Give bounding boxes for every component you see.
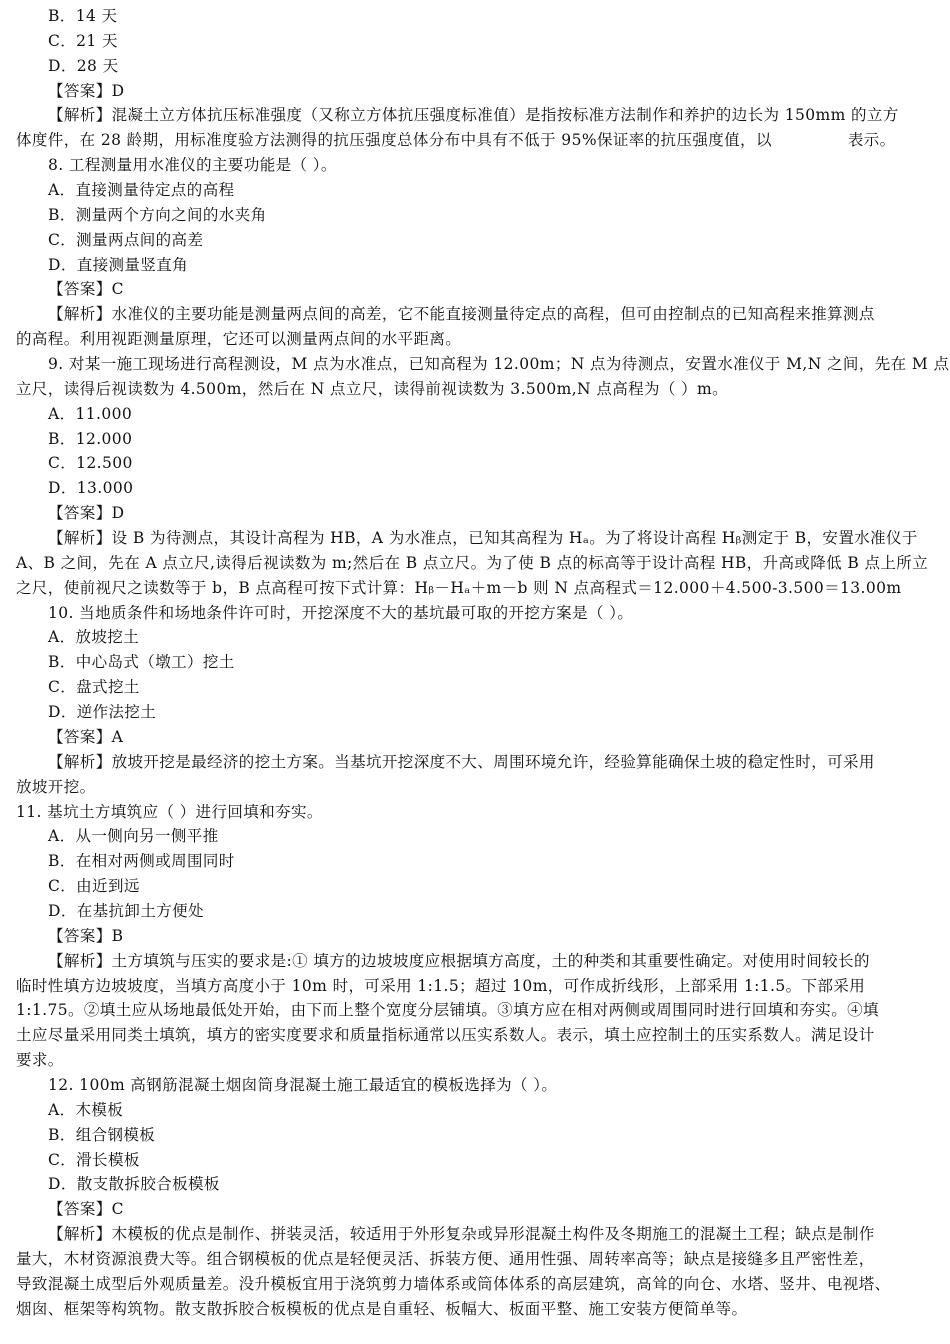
explanation-line xyxy=(0,750,950,775)
option-line xyxy=(0,1123,950,1148)
option-line xyxy=(0,476,950,501)
option-line xyxy=(0,1172,950,1197)
line-text: 1:1.75。②填土应从场地最低处开始，由下而上整个宽度分层铺填。③填方应在相对两侧或周围同时进行回填和夯实。④填 xyxy=(16,1001,879,1020)
explanation-line xyxy=(0,949,950,974)
line-text: D．直接测量竖直角 xyxy=(48,255,189,274)
line-text: 立尺，读得后视读数为 4.500m，然后在 N 点立尺，读得前视读数为 3.500m,N 点高程为（ ）m。 xyxy=(16,379,729,398)
option-line xyxy=(0,228,950,253)
line-text: A．木模板 xyxy=(48,1100,124,1119)
line-text: 导致混凝土成型后外观质量差。没升模板宜用于浇筑剪力墙体系或筒体体系的高层建筑，高耸的向仓、水塔、竖井、电视塔、 xyxy=(16,1274,891,1293)
option-line xyxy=(0,1148,950,1173)
line-text: 8. 工程测量用水准仪的主要功能是（ ）。 xyxy=(48,156,337,175)
option-line xyxy=(0,625,950,650)
line-text: 【答案】B xyxy=(48,926,124,945)
option-line xyxy=(0,1098,950,1123)
line-text: 【解析】放坡开挖是最经济的挖土方案。当基坑开挖深度不大、周围环境允许，经验算能确保土坡的稳定性时，可采用 xyxy=(48,752,875,771)
line-text: 之尺，使前视尺之读数等于 b，B 点高程可按下式计算：Hᵦ－Hₐ＋m－b 则 N 点高程式＝12.000＋4.500-3.500＝13.00m xyxy=(16,578,902,597)
line-text: D．逆作法挖土 xyxy=(48,703,157,722)
option-line xyxy=(0,700,950,725)
line-text: 【答案】C xyxy=(48,1200,124,1219)
option-line xyxy=(0,427,950,452)
line-text: 10. 当地质条件和场地条件许可时，开挖深度不大的基坑最可取的开挖方案是（ ）。 xyxy=(48,603,634,622)
explanation-line xyxy=(0,302,950,327)
continuation-line xyxy=(0,327,950,352)
line-text: 12. 100m 高钢筋混凝土烟囱筒身混凝土施工最适宜的模板选择为（ ）。 xyxy=(48,1075,558,1094)
question-stem xyxy=(0,352,950,377)
line-text: 烟囱、框架等构筑物。散支散拆胶合板模板的优点是自重轻、板幅大、板面平整、施工安装方便简单等。 xyxy=(16,1299,748,1318)
line-text: C．盘式挖土 xyxy=(48,678,140,697)
continuation-line xyxy=(0,1048,950,1073)
continuation-line xyxy=(0,576,950,601)
line-text: B．测量两个方向之间的水夹角 xyxy=(48,205,267,224)
line-text: A．放坡挖土 xyxy=(48,628,140,647)
line-text: 【解析】混凝土立方体抗压标准强度（又称立方体抗压强度标准值）是指按标准方法制作和养护的边长为 150mm 的立方 xyxy=(48,106,899,125)
answer-line xyxy=(0,924,950,949)
line-text: 土应尽量采用同类土填筑，填方的密实度要求和质量指标通常以压实系数人。表示，填土应控制土的压实系数人。满足设计 xyxy=(16,1026,875,1045)
answer-line xyxy=(0,725,950,750)
line-text-tail: 表示。 xyxy=(847,131,896,150)
option-line xyxy=(0,650,950,675)
line-text: A、B 之间，先在 A 点立尺,读得后视读数为 m;然后在 B 点立尺。为了使 B 点的标高等于设计高程 HB，升高或降低 B 点上所立 xyxy=(16,553,929,572)
option-line xyxy=(0,824,950,849)
answer-line xyxy=(0,277,950,302)
option-line xyxy=(0,899,950,924)
option-line xyxy=(0,402,950,427)
option-line xyxy=(0,4,950,29)
continuation-line xyxy=(0,1272,950,1297)
answer-line xyxy=(0,1197,950,1222)
line-text: B．12.000 xyxy=(48,429,133,448)
line-text: 11. 基坑土方填筑应（ ）进行回填和夯实。 xyxy=(16,802,323,821)
line-text: C．21 天 xyxy=(48,31,118,50)
continuation-line xyxy=(0,1247,950,1272)
continuation-line xyxy=(0,377,950,402)
line-text: 体度件，在 28 龄期，用标准度验方法测得的抗压强度总体分布中具有不低于 95%保证率的抗压强度值，以 xyxy=(16,131,772,150)
option-line xyxy=(0,203,950,228)
continuation-line xyxy=(0,551,950,576)
line-text: D．散支散拆胶合板模板 xyxy=(48,1175,220,1194)
line-text: B．在相对两侧或周围同时 xyxy=(48,852,235,871)
line-text: D．13.000 xyxy=(48,479,134,498)
question-stem xyxy=(0,153,950,178)
option-line xyxy=(0,874,950,899)
line-text: D．在基抗卸土方便处 xyxy=(48,901,204,920)
line-text: 9. 对某一施工现场进行高程测设，M 点为水准点，已知高程为 12.00m；N 点为待测点，安置水准仪于 M,N 之间，先在 M 点 xyxy=(48,355,950,374)
line-text: D．28 天 xyxy=(48,56,119,75)
option-line xyxy=(0,451,950,476)
line-text: 量大，木材资源浪费大等。组合钢模板的优点是轻便灵活、拆装方便、通用性强、周转率高等；缺点是接缝多且严密性差， xyxy=(16,1249,875,1268)
continuation-line xyxy=(0,128,950,153)
explanation-line xyxy=(0,526,950,551)
answer-line xyxy=(0,501,950,526)
line-text: 【解析】设 B 为待测点，其设计高程为 HB，A 为水准点，已知其高程为 Hₐ。为了将设计高程 Hᵦ测定于 B，安置水准仪于 xyxy=(48,529,918,548)
question-stem xyxy=(0,1073,950,1098)
option-line xyxy=(0,29,950,54)
line-text: 【解析】木模板的优点是制作、拼装灵活，较适用于外形复杂或异形混凝土构件及冬期施工的混凝土工程；缺点是制作 xyxy=(48,1225,875,1244)
line-text: 【答案】C xyxy=(48,280,124,299)
line-text: A．直接测量待定点的高程 xyxy=(48,181,235,200)
document-page xyxy=(0,4,950,1322)
line-text: A．11.000 xyxy=(48,404,133,423)
question-stem xyxy=(0,601,950,626)
line-text: B．组合钢模板 xyxy=(48,1125,156,1144)
option-line xyxy=(0,54,950,79)
line-text: C．测量两点间的高差 xyxy=(48,230,204,249)
continuation-line xyxy=(0,998,950,1023)
line-text: 放坡开挖。 xyxy=(16,777,96,796)
option-line xyxy=(0,253,950,278)
line-text: B．14 天 xyxy=(48,7,118,25)
explanation-line xyxy=(0,103,950,128)
option-line xyxy=(0,675,950,700)
option-line xyxy=(0,849,950,874)
continuation-line xyxy=(0,775,950,800)
line-text: 【答案】A xyxy=(48,727,124,746)
continuation-line xyxy=(0,1297,950,1322)
line-text: 要求。 xyxy=(16,1051,64,1070)
line-text: 的高程。利用视距测量原理，它还可以测量两点间的水平距离。 xyxy=(16,330,462,349)
option-line xyxy=(0,178,950,203)
line-text: 临时性填方边坡坡度，当填方高度小于 10m 时，可采用 1:1.5；超过 10m，可作成折线形，上部采用 1:1.5。下部采用 xyxy=(16,976,866,995)
answer-line xyxy=(0,79,950,104)
continuation-line xyxy=(0,1023,950,1048)
explanation-line xyxy=(0,1222,950,1247)
line-text: A．从一侧向另一侧平推 xyxy=(48,827,219,846)
line-text: C．12.500 xyxy=(48,454,133,473)
line-text: 【解析】水准仪的主要功能是测量两点间的高差，它不能直接测量待定点的高程，但可由控制点的已知高程来推算测点 xyxy=(48,305,875,324)
continuation-line xyxy=(0,974,950,999)
line-text: 【答案】D xyxy=(48,504,125,523)
line-text: 【解析】土方填筑与压实的要求是:① 填方的边坡坡度应根据填方高度，土的种类和其重要性确定。对使用时间较长的 xyxy=(48,951,870,970)
question-stem xyxy=(0,800,950,825)
line-text: 【答案】D xyxy=(48,81,125,100)
line-text: C．滑长模板 xyxy=(48,1150,140,1169)
line-text: C．由近到远 xyxy=(48,877,140,896)
line-text: B．中心岛式（墩工）挖土 xyxy=(48,653,235,672)
